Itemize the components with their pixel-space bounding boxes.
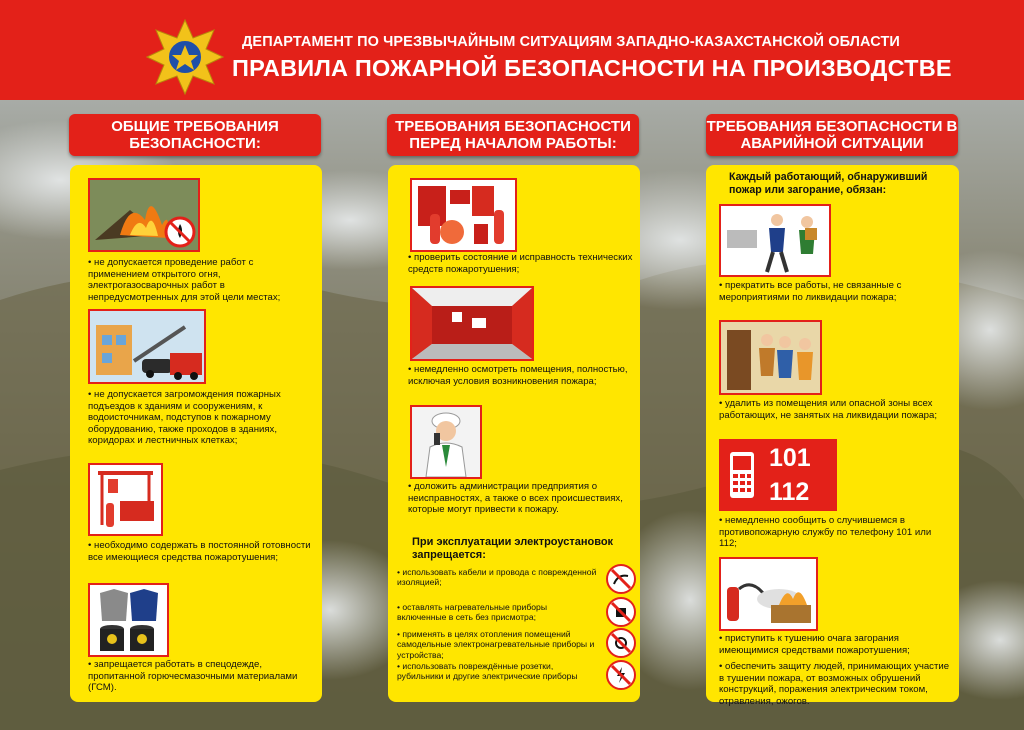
mobile-phone-icon [729,451,755,499]
emergency-emblem-icon [146,18,224,96]
col1-item-1: • не допускается проведение работ с применением открытого огня, электрогазосварочных работ в непредусмотренных для этой цели местах; [88,257,281,303]
col3-item-1: • прекратить все работы, не связанные с мероприятиями по ликвидации пожара; [719,280,902,303]
col2-item-1: • проверить состояние и исправность технических средств пожаротушения; [408,252,633,275]
col3-intro: Каждый работающий, обнаруживший пожар или загорание, обязан: [729,171,928,196]
emergency-phone-panel [719,439,837,511]
stop-work-illustration [719,204,831,277]
worker-phone-illustration [410,405,482,479]
no-homemade-heater-icon [606,628,636,658]
col2-subheading: При эксплуатации электроустановок запрещается: [412,536,614,561]
col1-heading: ОБЩИЕ ТРЕБОВАНИЯ БЕЗОПАСНОСТИ: [69,114,321,156]
fire-equipment-illustration [88,463,163,536]
col2-prohibited-1: • использовать кабели и провода с поврежденной изоляцией; [397,567,597,588]
fire-truck-illustration [88,309,206,384]
department-name: ДЕПАРТАМЕНТ ПО ЧРЕЗВЫЧАЙНЫМ СИТУАЦИЯМ ЗАПАДНО-КАЗАХСТАНСКОЙ ОБЛАСТИ [242,34,900,50]
evacuation-illustration [719,320,822,395]
no-unattended-heater-icon [606,597,636,627]
no-damaged-socket-icon [606,660,636,690]
col3-item-2: • удалить из помещения или опасной зоны всех работающих, не занятых на ликвидации пожара; [719,398,937,421]
col2-prohibited-2: • оставлять нагревательные приборы включенные в сеть без присмотра; [397,602,548,623]
extinguish-fire-illustration [719,557,818,631]
col2-heading: ТРЕБОВАНИЯ БЕЗОПАСНОСТИ ПЕРЕД НАЧАЛОМ РАБОТЫ: [387,114,639,156]
workwear-barrels-illustration [88,583,169,657]
col1-item-2: • не допускается загромождения пожарных подъездов к зданиям и сооружениям, к водоисточникам, подступов к пожарному оборудованию, также проходов в зданиях, коридорах и лестничных клетках; [88,389,281,447]
col2-item-3: • доложить администрации предприятия о неисправностях, а также о всех происшествиях, которые могут привести к пожару. [408,481,623,516]
col3-item-5: • обеспечить защиту людей, принимающих участие в тушении пожара, от возможных обрушений конструкций, поражения электрическим током, отравления, ожогов. [719,661,950,707]
col1-item-4: • запрещается работать в спецодежде, пропитанной горючесмазочными материалами (ГСМ). [88,659,298,694]
phone-101: 101 [769,444,811,472]
col3-heading: ТРЕБОВАНИЯ БЕЗОПАСНОСТИ В АВАРИЙНОЙ СИТУАЦИИ [706,114,958,156]
col1-item-3: • необходимо содержать в постоянной готовности все имеющиеся средства пожаротушения; [88,540,311,563]
col2-prohibited-3: • применять в целях отопления помещений самодельные электронагревательные приборы и устройства; [397,629,595,660]
col2-item-2: • немедленно осмотреть помещения, полностью, исключая условия возникновения пожара; [408,364,628,387]
room-inspection-illustration [410,286,534,361]
phone-112: 112 [769,478,810,506]
col2-prohibited-4: • использовать повреждённые розетки, рубильники и другие электрические приборы [397,661,578,682]
fire-extinguishers-illustration [410,178,517,252]
page-title: ПРАВИЛА ПОЖАРНОЙ БЕЗОПАСНОСТИ НА ПРОИЗВОДСТВЕ [232,55,952,81]
col3-item-3: • немедленно сообщить о случившемся в противопожарную службу по телефону 101 или 112; [719,515,932,550]
no-damaged-cable-icon [606,564,636,594]
col3-item-4: • приступить к тушению очага загорания имеющимися средствами пожаротушения; [719,633,910,656]
open-fire-illustration [88,178,200,252]
